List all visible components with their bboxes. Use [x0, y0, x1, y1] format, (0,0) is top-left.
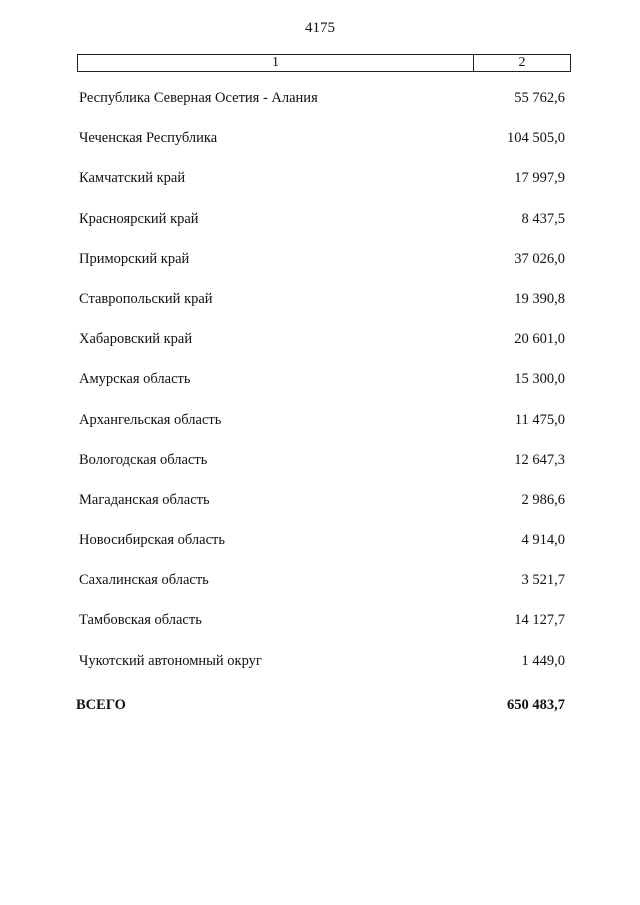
region-name: Тамбовская область — [79, 612, 202, 629]
region-amount: 11 475,0 — [514, 411, 565, 428]
region-amount: 104 505,0 — [507, 130, 565, 147]
table-row — [0, 329, 640, 369]
table-row — [0, 610, 640, 650]
region-name: Архангельская область — [79, 411, 222, 428]
region-amount: 55 762,6 — [514, 90, 565, 106]
table-row — [0, 570, 640, 610]
total-row — [0, 697, 640, 719]
page-number: 4175 — [305, 20, 335, 36]
region-amount: 1 449,0 — [521, 652, 565, 669]
region-amount: 4 914,0 — [521, 532, 565, 549]
table-row — [0, 168, 640, 208]
region-amount: 37 026,0 — [514, 250, 565, 267]
table-row — [0, 289, 640, 329]
table-row — [0, 490, 640, 530]
region-name: Ставропольский край — [79, 290, 213, 307]
region-name: Республика Северная Осетия - Алания — [79, 90, 318, 106]
region-amount: 3 521,7 — [521, 572, 565, 589]
region-name: Хабаровский край — [79, 331, 193, 348]
region-name: Чукотский автономный округ — [79, 652, 262, 669]
region-name: Новосибирская область — [79, 532, 225, 549]
region-name: Красноярский край — [79, 210, 199, 227]
region-name: Амурская область — [79, 371, 191, 388]
column-header-1: 1 — [78, 55, 474, 71]
table-row — [0, 530, 640, 570]
total-label: ВСЕГО — [76, 697, 126, 713]
region-name: Сахалинская область — [79, 572, 209, 589]
region-name: Вологодская область — [79, 451, 208, 468]
table-row — [0, 249, 640, 289]
total-amount: 650 483,7 — [507, 697, 565, 713]
region-amount: 15 300,0 — [514, 371, 565, 388]
table-row — [0, 450, 640, 490]
region-amount: 12 647,3 — [514, 451, 565, 468]
table-row — [0, 369, 640, 409]
region-amount: 8 437,5 — [521, 210, 565, 227]
region-amount: 20 601,0 — [514, 331, 565, 348]
region-name: Приморский край — [79, 250, 190, 267]
table-row — [0, 651, 640, 691]
region-amount: 19 390,8 — [514, 290, 565, 307]
table-row — [0, 128, 640, 168]
table-row — [0, 88, 640, 128]
column-header-2: 2 — [518, 55, 526, 70]
table-row — [0, 410, 640, 450]
region-amount: 14 127,7 — [514, 612, 565, 629]
region-amount: 2 986,6 — [521, 491, 565, 508]
region-amount: 17 997,9 — [514, 170, 565, 187]
region-name: Камчатский край — [79, 170, 186, 187]
region-name: Магаданская область — [79, 491, 210, 508]
region-name: Чеченская Республика — [79, 130, 218, 147]
table-row — [0, 209, 640, 249]
column-header-row — [77, 54, 571, 72]
region-table — [0, 88, 640, 691]
